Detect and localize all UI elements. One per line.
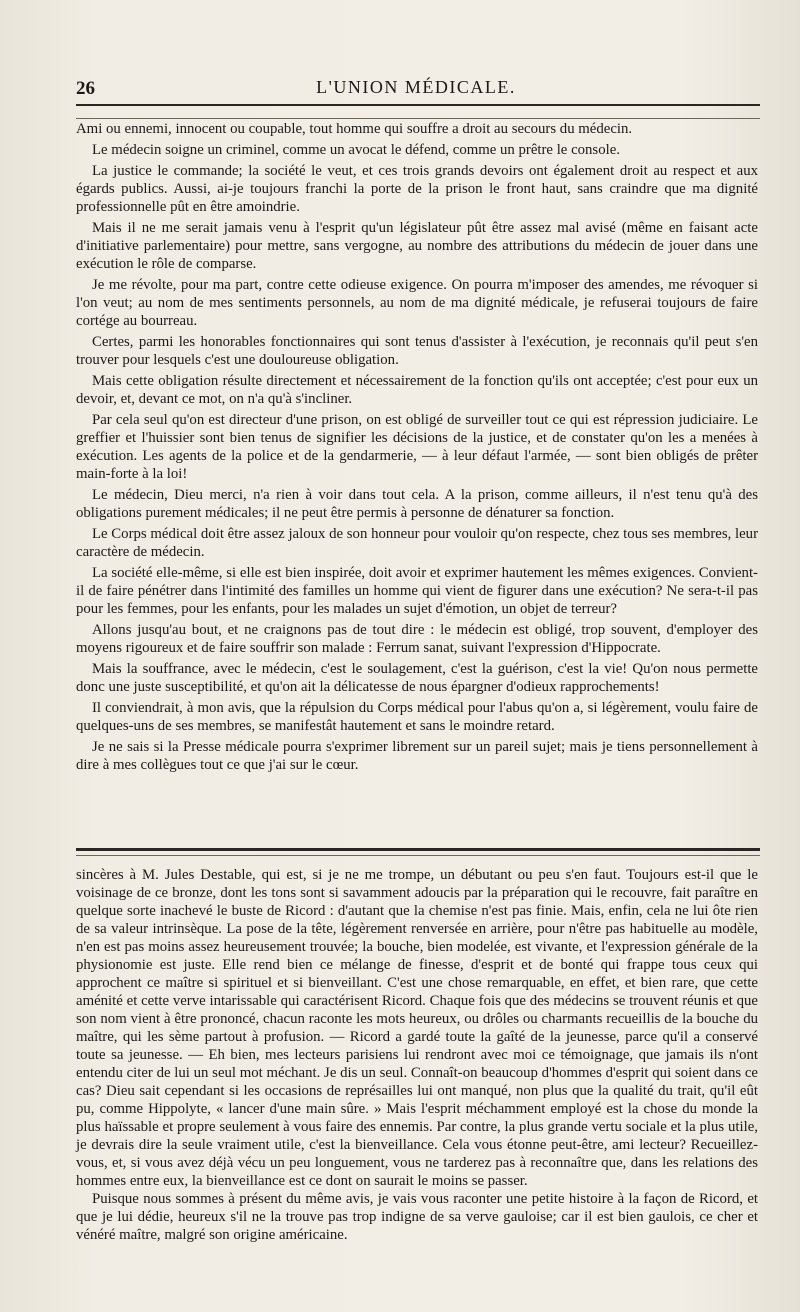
article-body <box>76 120 758 777</box>
article-paragraph: Mais il ne me serait jamais venu à l'esprit qu'un législateur pût être assez mal avisé (même en faisant acte d'initiative parlementaire) pour mettre, sans vergogne, au nombre des attributions du médecin de jouer dans une exécution le rôle de comparse. <box>76 220 758 272</box>
article-paragraph: Ami ou ennemi, innocent ou coupable, tout homme qui souffre a droit au secours du médecin. <box>76 121 633 137</box>
article-paragraph: Certes, parmi les honorables fonctionnaires qui sont tenus d'assister à l'exécution, je reconnais qu'il peut s'en trouver pour lesquels c'est une douloureuse obligation. <box>76 334 758 368</box>
article-paragraph: La société elle-même, si elle est bien inspirée, doit avoir et exprimer hautement les mêmes exigences. Convient-il de faire pénétrer dans l'intimité des familles un homme qui vient de figurer dans une exécution? Ne sera-t-il pas pour les femmes, pour les enfants, pour les malades un sujet d'émotion, un objet de terreur? <box>76 565 758 617</box>
page-number: 26 <box>76 78 95 99</box>
article-paragraph: Le médecin soigne un criminel, comme un avocat le défend, comme un prêtre le console. <box>92 142 620 158</box>
article-paragraph: Le Corps médical doit être assez jaloux de son honneur pour vouloir qu'on respecte, chez tous ses membres, leur caractère de médecin. <box>76 526 758 560</box>
article-paragraph: Je ne sais si la Presse médicale pourra s'exprimer librement sur un pareil sujet; mais je tiens personnellement à dire à mes collègues tout ce que j'ai sur le cœur. <box>76 739 758 773</box>
feuilleton-separator-thin <box>76 855 760 856</box>
article-paragraph: Allons jusqu'au bout, et ne craignons pas de tout dire : le médecin est obligé, trop souvent, d'employer des moyens rigoureux et de faire souffrir son malade : Ferrum sanat, suivant l'expression d'Hippocrate. <box>76 622 758 656</box>
journal-title: L'UNION MÉDICALE. <box>316 77 516 97</box>
feuilleton-body <box>76 866 758 1244</box>
page-header <box>72 72 760 102</box>
article-paragraph: Il conviendrait, à mon avis, que la répulsion du Corps médical pour l'abus qu'on a, si légèrement, voulu faire de quelques-uns de ses membres, se manifestât hautement et sans le moindre retard. <box>76 700 758 734</box>
article-paragraph: Le médecin, Dieu merci, n'a rien à voir dans tout cela. A la prison, comme ailleurs, il n'est tenu qu'à des obligations purement médicales; il ne peut être permis à personne de dénaturer sa fonction. <box>76 487 758 521</box>
article-paragraph: Mais la souffrance, avec le médecin, c'est le soulagement, c'est la guérison, c'est la vie! Qu'on nous permette donc une juste susceptibilité, et qu'on ait la délicatesse de nous épargner d'odieux rapprochements! <box>76 661 758 695</box>
header-rule-thin <box>76 118 760 119</box>
feuilleton-paragraph: sincères à M. Jules Destable, qui est, si je ne me trompe, un débutant ou peu s'en faut. Toujours est-il que le voisinage de ce bronze, dont les tons sont si savamment adoucis par la préparation qui le recouvre, fait paraître en quelque sorte inachevé le buste de Ricord : d'autant que la chemise n'est pas finie. Mais, enfin, cela ne lui ôte rien de sa valeur intrinsèque. La pose de la tête, légèrement renversée en arrière, pour n'être pas habituelle au modèle, n'en est pas moins assez heureusement trouvée; la bouche, bien modelée, est vivante, et l'expression générale de la physionomie est juste. Elle rend bien ce mélange de finesse, d'esprit et de bonté qui frappe tous ceux qui approchent ce maître si spirituel et si bienveillant. C'est une chose remarquable, en effet, et bien rare, que cette aménité et cette verve intarissable qui caractérisent Ricord. Chaque fois que des médecins se trouvent réunis et que son nom vient à être prononcé, chacun raconte les mots heureux, ou drôles ou charmants recueillis de la bouche du maître, qui les sème partout à profusion. — Ricord a gardé toute la gaîté de la jeunesse, parce qu'il a conservé toute sa jeunesse. — Eh bien, mes lecteurs parisiens lui rendront avec moi ce témoignage, que jamais ils n'ont entendu citer de lui un seul mot méchant. Je dis un seul. Connaît-on beaucoup d'hommes d'esprit qui soient dans ce cas? Dieu sait cependant si les occasions de représailles lui ont manqué, non plus que la qualité du trait, qu'il eût pu, comme Hippolyte, « lancer d'une main sûre. » Mais l'esprit méchamment employé est la chose du monde la plus haïssable et propre seulement à vous faire des ennemis. Par contre, la plus grande vertu sociale et la plus utile, je devrais dire la seule vraiment utile, c'est la bienveillance. Cela vous étonne peut-être, ami lecteur? Recueillez-vous, et, si vous avez déjà vécu un peu longuement, vous ne tarderez pas à reconnaître que, dans les relations des hommes entre eux, la bienveillance est ce dont on saurait le moins se passer. <box>76 867 758 1189</box>
article-paragraph: Mais cette obligation résulte directement et nécessairement de la fonction qu'ils ont acceptée; c'est pour eux un devoir, et, devant ce mot, on n'a qu'à s'incliner. <box>76 373 758 407</box>
header-rule <box>76 104 760 106</box>
article-paragraph: Je me révolte, pour ma part, contre cette odieuse exigence. On pourra m'imposer des amendes, me révoquer si l'on veut; au nom de mes sentiments personnels, au nom de ma dignité médicale, je refuserai toujours de faire cortége au bourreau. <box>76 277 758 329</box>
article-paragraph: La justice le commande; la société le veut, et ces trois grands devoirs ont également droit au respect et aux égards publics. Aussi, ai-je toujours franchi la porte de la prison le front haut, sans craindre que ma dignité professionnelle pût en être amoindrie. <box>76 163 758 215</box>
article-paragraph: Par cela seul qu'on est directeur d'une prison, on est obligé de surveiller tout ce qui est répression judiciaire. Le greffier et l'huissier sont bien tenus de signifier les décisions de la justice, et de constater qu'on les a menées à exécution. Les agents de la police et de la gendarmerie, — à leur défaut l'armée, — sont bien obligés de prêter main-forte à la loi! <box>76 412 758 482</box>
feuilleton-paragraph: Puisque nous sommes à présent du même avis, je vais vous raconter une petite histoire à la façon de Ricord, et que je lui dédie, heureux s'il ne la trouve pas trop indigne de sa verve gauloise; car il est bien gaulois, ce cher et vénéré maître, malgré son origine américaine. <box>76 1191 758 1243</box>
feuilleton-separator <box>76 848 760 851</box>
